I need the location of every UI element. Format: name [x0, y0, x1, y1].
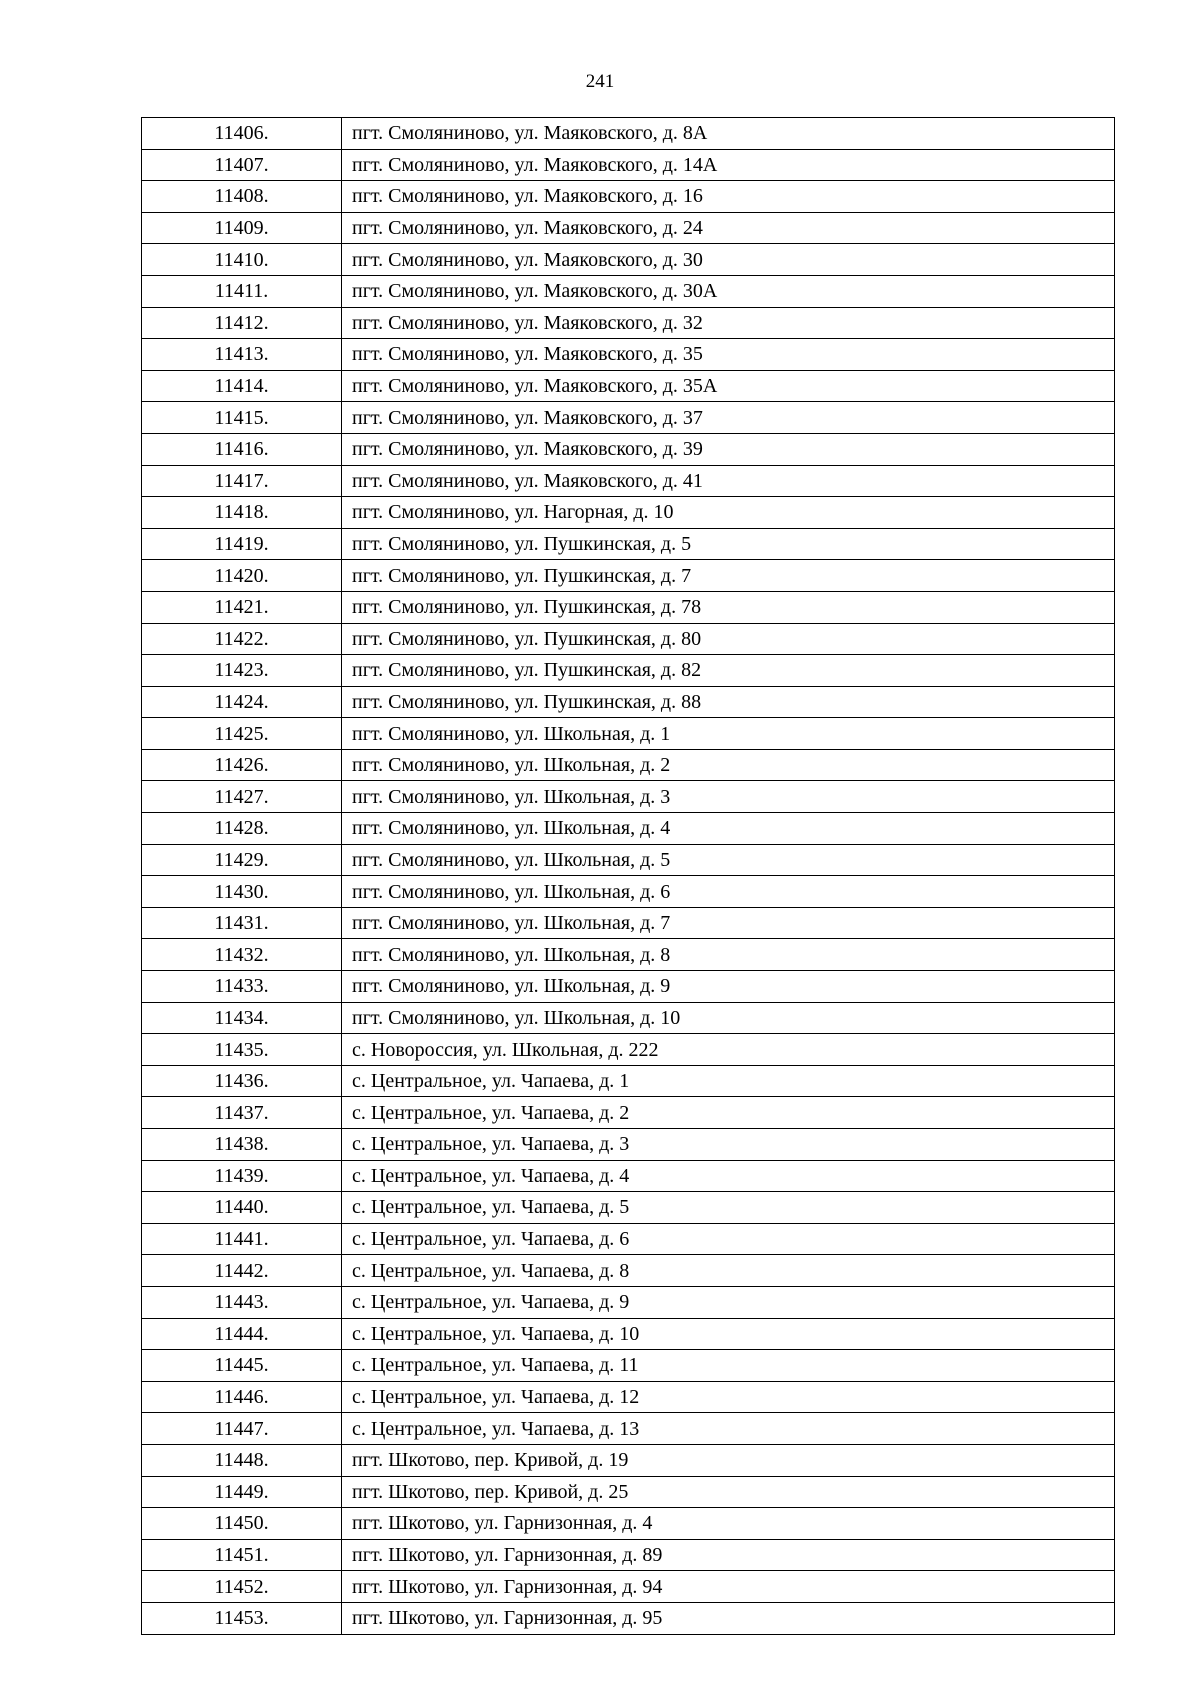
address-cell: с. Центральное, ул. Чапаева, д. 9: [342, 1286, 1115, 1318]
table-row: [142, 907, 1115, 939]
table-row: [142, 465, 1115, 497]
table-row: [142, 1571, 1115, 1603]
table-row: [142, 1034, 1115, 1066]
table-row: [142, 528, 1115, 560]
row-number-cell: 11438.: [142, 1129, 342, 1161]
address-cell: с. Центральное, ул. Чапаева, д. 5: [342, 1192, 1115, 1224]
address-table-body: [142, 118, 1115, 1635]
row-number-cell: 11436.: [142, 1065, 342, 1097]
table-row: [142, 307, 1115, 339]
table-row: [142, 1602, 1115, 1634]
row-number-cell: 11433.: [142, 971, 342, 1003]
address-cell: пгт. Смоляниново, ул. Пушкинская, д. 78: [342, 591, 1115, 623]
table-row: [142, 1381, 1115, 1413]
address-cell: пгт. Смоляниново, ул. Маяковского, д. 41: [342, 465, 1115, 497]
address-cell: пгт. Смоляниново, ул. Школьная, д. 6: [342, 876, 1115, 908]
address-cell: пгт. Шкотово, ул. Гарнизонная, д. 4: [342, 1508, 1115, 1540]
table-row: [142, 1223, 1115, 1255]
address-cell: пгт. Смоляниново, ул. Нагорная, д. 10: [342, 497, 1115, 529]
address-cell: с. Центральное, ул. Чапаева, д. 4: [342, 1160, 1115, 1192]
table-row: [142, 1129, 1115, 1161]
row-number-cell: 11426.: [142, 749, 342, 781]
row-number-cell: 11414.: [142, 370, 342, 402]
table-row: [142, 781, 1115, 813]
row-number-cell: 11421.: [142, 591, 342, 623]
table-row: [142, 686, 1115, 718]
page-number: 241: [585, 71, 615, 92]
table-row: [142, 1065, 1115, 1097]
row-number-cell: 11410.: [142, 244, 342, 276]
address-cell: пгт. Смоляниново, ул. Пушкинская, д. 82: [342, 655, 1115, 687]
table-row: [142, 1160, 1115, 1192]
row-number-cell: 11415.: [142, 402, 342, 434]
address-cell: пгт. Смоляниново, ул. Школьная, д. 10: [342, 1002, 1115, 1034]
table-row: [142, 1255, 1115, 1287]
row-number-cell: 11437.: [142, 1097, 342, 1129]
row-number-cell: 11432.: [142, 939, 342, 971]
row-number-cell: 11440.: [142, 1192, 342, 1224]
table-row: [142, 339, 1115, 371]
address-cell: пгт. Смоляниново, ул. Школьная, д. 2: [342, 749, 1115, 781]
address-cell: пгт. Смоляниново, ул. Маяковского, д. 35: [342, 339, 1115, 371]
address-cell: пгт. Смоляниново, ул. Пушкинская, д. 5: [342, 528, 1115, 560]
row-number-cell: 11451.: [142, 1539, 342, 1571]
address-cell: с. Центральное, ул. Чапаева, д. 13: [342, 1413, 1115, 1445]
row-number-cell: 11418.: [142, 497, 342, 529]
row-number-cell: 11430.: [142, 876, 342, 908]
row-number-cell: 11439.: [142, 1160, 342, 1192]
table-row: [142, 275, 1115, 307]
table-row: [142, 971, 1115, 1003]
row-number-cell: 11431.: [142, 907, 342, 939]
address-cell: пгт. Смоляниново, ул. Маяковского, д. 35А: [342, 370, 1115, 402]
table-row: [142, 212, 1115, 244]
address-cell: с. Центральное, ул. Чапаева, д. 12: [342, 1381, 1115, 1413]
row-number-cell: 11441.: [142, 1223, 342, 1255]
address-cell: пгт. Смоляниново, ул. Школьная, д. 1: [342, 718, 1115, 750]
address-cell: с. Центральное, ул. Чапаева, д. 1: [342, 1065, 1115, 1097]
row-number-cell: 11409.: [142, 212, 342, 244]
address-table: [141, 117, 1115, 1635]
table-row: [142, 623, 1115, 655]
row-number-cell: 11420.: [142, 560, 342, 592]
table-row: [142, 1286, 1115, 1318]
table-row: [142, 1002, 1115, 1034]
address-cell: пгт. Шкотово, ул. Гарнизонная, д. 95: [342, 1602, 1115, 1634]
row-number-cell: 11446.: [142, 1381, 342, 1413]
address-cell: пгт. Смоляниново, ул. Пушкинская, д. 7: [342, 560, 1115, 592]
address-cell: пгт. Смоляниново, ул. Пушкинская, д. 80: [342, 623, 1115, 655]
row-number-cell: 11449.: [142, 1476, 342, 1508]
row-number-cell: 11453.: [142, 1602, 342, 1634]
address-cell: пгт. Смоляниново, ул. Маяковского, д. 14А: [342, 149, 1115, 181]
table-row: [142, 876, 1115, 908]
address-cell: пгт. Смоляниново, ул. Маяковского, д. 24: [342, 212, 1115, 244]
address-cell: пгт. Смоляниново, ул. Школьная, д. 3: [342, 781, 1115, 813]
row-number-cell: 11412.: [142, 307, 342, 339]
address-cell: пгт. Шкотово, ул. Гарнизонная, д. 94: [342, 1571, 1115, 1603]
table-row: [142, 149, 1115, 181]
table-row: [142, 655, 1115, 687]
address-cell: с. Центральное, ул. Чапаева, д. 10: [342, 1318, 1115, 1350]
table-row: [142, 1192, 1115, 1224]
address-cell: пгт. Шкотово, ул. Гарнизонная, д. 89: [342, 1539, 1115, 1571]
row-number-cell: 11423.: [142, 655, 342, 687]
address-cell: пгт. Смоляниново, ул. Маяковского, д. 32: [342, 307, 1115, 339]
row-number-cell: 11416.: [142, 433, 342, 465]
address-cell: пгт. Смоляниново, ул. Школьная, д. 5: [342, 844, 1115, 876]
row-number-cell: 11450.: [142, 1508, 342, 1540]
row-number-cell: 11417.: [142, 465, 342, 497]
row-number-cell: 11428.: [142, 813, 342, 845]
table-row: [142, 1318, 1115, 1350]
address-cell: с. Центральное, ул. Чапаева, д. 11: [342, 1350, 1115, 1382]
row-number-cell: 11447.: [142, 1413, 342, 1445]
table-row: [142, 749, 1115, 781]
table-row: [142, 939, 1115, 971]
row-number-cell: 11424.: [142, 686, 342, 718]
table-row: [142, 844, 1115, 876]
address-cell: с. Центральное, ул. Чапаева, д. 8: [342, 1255, 1115, 1287]
row-number-cell: 11411.: [142, 275, 342, 307]
row-number-cell: 11419.: [142, 528, 342, 560]
address-cell: с. Центральное, ул. Чапаева, д. 6: [342, 1223, 1115, 1255]
row-number-cell: 11427.: [142, 781, 342, 813]
address-cell: с. Центральное, ул. Чапаева, д. 2: [342, 1097, 1115, 1129]
table-row: [142, 1476, 1115, 1508]
row-number-cell: 11452.: [142, 1571, 342, 1603]
table-row: [142, 718, 1115, 750]
address-cell: пгт. Смоляниново, ул. Школьная, д. 7: [342, 907, 1115, 939]
table-row: [142, 433, 1115, 465]
address-cell: пгт. Шкотово, пер. Кривой, д. 25: [342, 1476, 1115, 1508]
table-row: [142, 813, 1115, 845]
row-number-cell: 11448.: [142, 1444, 342, 1476]
row-number-cell: 11444.: [142, 1318, 342, 1350]
table-row: [142, 1539, 1115, 1571]
row-number-cell: 11443.: [142, 1286, 342, 1318]
address-cell: пгт. Смоляниново, ул. Маяковского, д. 39: [342, 433, 1115, 465]
table-row: [142, 1413, 1115, 1445]
table-row: [142, 402, 1115, 434]
row-number-cell: 11407.: [142, 149, 342, 181]
address-cell: пгт. Смоляниново, ул. Маяковского, д. 30: [342, 244, 1115, 276]
table-row: [142, 370, 1115, 402]
address-cell: пгт. Шкотово, пер. Кривой, д. 19: [342, 1444, 1115, 1476]
row-number-cell: 11413.: [142, 339, 342, 371]
row-number-cell: 11422.: [142, 623, 342, 655]
table-row: [142, 1444, 1115, 1476]
table-row: [142, 244, 1115, 276]
address-cell: с. Центральное, ул. Чапаева, д. 3: [342, 1129, 1115, 1161]
address-cell: пгт. Смоляниново, ул. Маяковского, д. 30А: [342, 275, 1115, 307]
address-cell: пгт. Смоляниново, ул. Школьная, д. 8: [342, 939, 1115, 971]
table-row: [142, 181, 1115, 213]
address-cell: пгт. Смоляниново, ул. Школьная, д. 9: [342, 971, 1115, 1003]
table-row: [142, 497, 1115, 529]
address-cell: пгт. Смоляниново, ул. Маяковского, д. 8А: [342, 118, 1115, 150]
table-row: [142, 1097, 1115, 1129]
table-row: [142, 1508, 1115, 1540]
row-number-cell: 11429.: [142, 844, 342, 876]
row-number-cell: 11435.: [142, 1034, 342, 1066]
table-row: [142, 118, 1115, 150]
table-row: [142, 560, 1115, 592]
address-cell: пгт. Смоляниново, ул. Маяковского, д. 16: [342, 181, 1115, 213]
row-number-cell: 11442.: [142, 1255, 342, 1287]
row-number-cell: 11425.: [142, 718, 342, 750]
row-number-cell: 11434.: [142, 1002, 342, 1034]
address-cell: с. Новороссия, ул. Школьная, д. 222: [342, 1034, 1115, 1066]
address-cell: пгт. Смоляниново, ул. Школьная, д. 4: [342, 813, 1115, 845]
row-number-cell: 11406.: [142, 118, 342, 150]
table-row: [142, 591, 1115, 623]
address-cell: пгт. Смоляниново, ул. Маяковского, д. 37: [342, 402, 1115, 434]
row-number-cell: 11445.: [142, 1350, 342, 1382]
row-number-cell: 11408.: [142, 181, 342, 213]
table-row: [142, 1350, 1115, 1382]
address-cell: пгт. Смоляниново, ул. Пушкинская, д. 88: [342, 686, 1115, 718]
